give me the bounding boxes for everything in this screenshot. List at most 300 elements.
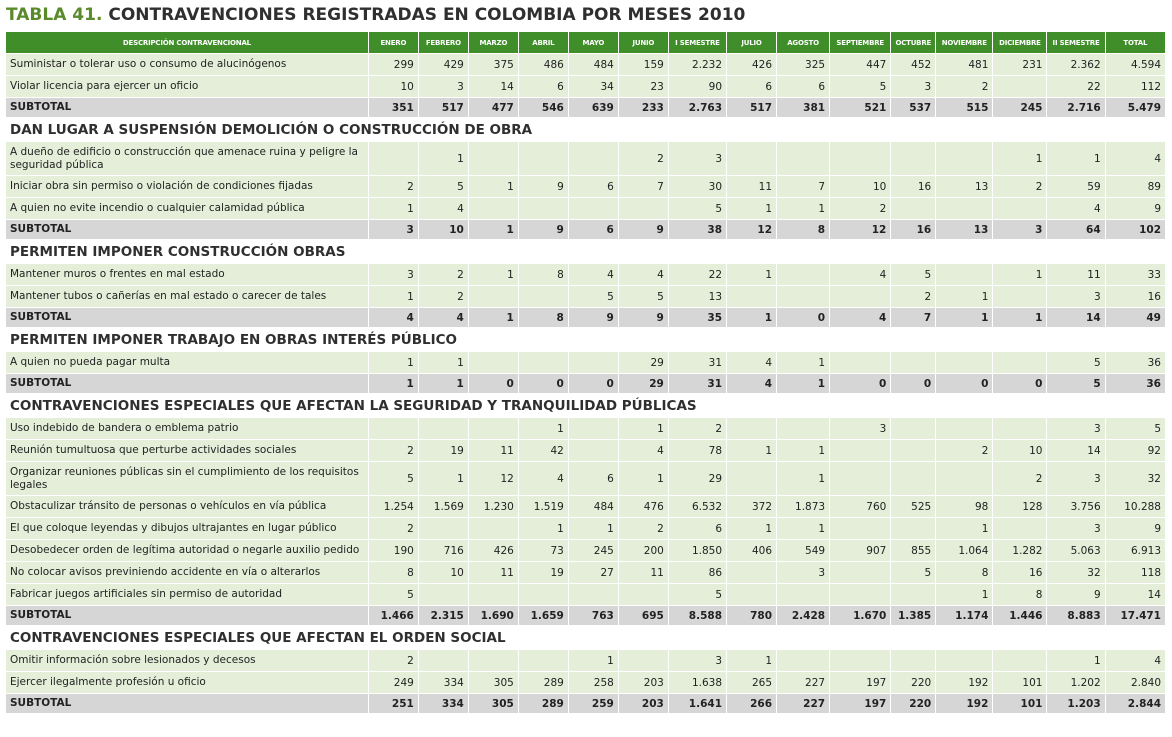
cell-value: 3 [1047, 286, 1105, 308]
cell-value: 227 [777, 672, 830, 694]
cell-value [830, 352, 891, 374]
section-title: CONTRAVENCIONES ESPECIALES QUE AFECTAN LA SEGURIDAD Y TRANQUILIDAD PÚBLICAS [6, 394, 1166, 418]
cell-value: 8 [518, 264, 568, 286]
cell-value [830, 650, 891, 672]
cell-value: 1 [727, 198, 777, 220]
cell-value: 1 [618, 462, 668, 496]
row-description: A quien no pueda pagar multa [6, 352, 368, 374]
table-number: TABLA 41. [6, 5, 103, 25]
cell-value: 334 [418, 672, 468, 694]
cell-value: 29 [618, 374, 668, 394]
cell-value: 426 [727, 54, 777, 76]
cell-value: 486 [518, 54, 568, 76]
column-header: JUNIO [618, 32, 668, 54]
cell-value [568, 198, 618, 220]
cell-value: 5 [568, 286, 618, 308]
cell-value: 525 [891, 496, 936, 518]
cell-value [418, 650, 468, 672]
cell-value: 426 [468, 540, 518, 562]
cell-value: 1 [568, 518, 618, 540]
cell-value: 16 [891, 220, 936, 240]
row-description: SUBTOTAL [6, 606, 368, 626]
cell-value: 1.202 [1047, 672, 1105, 694]
table-row [6, 198, 1166, 220]
cell-value: 3 [830, 418, 891, 440]
cell-value: 1.254 [368, 496, 418, 518]
table-row [6, 540, 1166, 562]
cell-value: 13 [936, 176, 993, 198]
cell-value: 2 [993, 462, 1047, 496]
cell-value: 481 [936, 54, 993, 76]
cell-value: 7 [777, 176, 830, 198]
cell-value: 907 [830, 540, 891, 562]
table-row [6, 462, 1166, 496]
cell-value [518, 584, 568, 606]
table-title: CONTRAVENCIONES REGISTRADAS EN COLOMBIA POR MESES 2010 [108, 5, 746, 25]
cell-value: 101 [993, 694, 1047, 714]
cell-value: 2 [368, 176, 418, 198]
cell-value: 517 [727, 98, 777, 118]
cell-value: 14 [1105, 584, 1165, 606]
cell-value [777, 650, 830, 672]
cell-value: 1 [568, 650, 618, 672]
cell-value: 1 [727, 650, 777, 672]
cell-value: 1 [727, 440, 777, 462]
cell-value: 1.466 [368, 606, 418, 626]
cell-value: 10 [993, 440, 1047, 462]
row-description: SUBTOTAL [6, 694, 368, 714]
cell-value: 780 [727, 606, 777, 626]
cell-value: 4 [727, 374, 777, 394]
row-description: SUBTOTAL [6, 374, 368, 394]
cell-value [936, 142, 993, 176]
cell-value: 1 [936, 584, 993, 606]
cell-value: 1.203 [1047, 694, 1105, 714]
cell-value [777, 286, 830, 308]
cell-value: 4 [618, 440, 668, 462]
cell-value [830, 142, 891, 176]
cell-value: 375 [468, 54, 518, 76]
cell-value: 16 [891, 176, 936, 198]
cell-value [830, 562, 891, 584]
cell-value: 35 [668, 308, 726, 328]
cell-value: 128 [993, 496, 1047, 518]
cell-value: 3 [1047, 418, 1105, 440]
cell-value: 36 [1105, 374, 1165, 394]
cell-value: 220 [891, 672, 936, 694]
cell-value: 5 [830, 76, 891, 98]
section-header-row [6, 328, 1166, 352]
cell-value: 2 [993, 176, 1047, 198]
cell-value: 1 [468, 308, 518, 328]
cell-value: 1 [418, 142, 468, 176]
cell-value: 8 [993, 584, 1047, 606]
cell-value: 289 [518, 694, 568, 714]
section-title: PERMITEN IMPONER CONSTRUCCIÓN OBRAS [6, 240, 1166, 264]
cell-value: 1 [418, 462, 468, 496]
cell-value [993, 76, 1047, 98]
cell-value: 13 [668, 286, 726, 308]
cell-value: 233 [618, 98, 668, 118]
cell-value: 102 [1105, 220, 1165, 240]
cell-value: 1.641 [668, 694, 726, 714]
cell-value [891, 440, 936, 462]
cell-value: 9 [1105, 198, 1165, 220]
cell-value: 10 [418, 220, 468, 240]
cell-value: 1.850 [668, 540, 726, 562]
cell-value: 3 [668, 650, 726, 672]
cell-value: 9 [568, 308, 618, 328]
cell-value: 6 [568, 220, 618, 240]
row-description: Obstaculizar tránsito de personas o vehículos en vía pública [6, 496, 368, 518]
cell-value: 3 [368, 220, 418, 240]
cell-value: 1.690 [468, 606, 518, 626]
cell-value: 2 [936, 440, 993, 462]
cell-value: 11 [468, 440, 518, 462]
cell-value [891, 352, 936, 374]
cell-value: 2.840 [1105, 672, 1165, 694]
cell-value: 2 [618, 518, 668, 540]
cell-value: 1 [936, 286, 993, 308]
cell-value: 5 [368, 584, 418, 606]
cell-value: 452 [891, 54, 936, 76]
cell-value: 6 [668, 518, 726, 540]
cell-value [993, 352, 1047, 374]
cell-value: 5 [618, 286, 668, 308]
cell-value [518, 352, 568, 374]
cell-value: 1 [468, 264, 518, 286]
cell-value: 1 [936, 308, 993, 328]
cell-value: 4 [418, 308, 468, 328]
cell-value: 101 [993, 672, 1047, 694]
cell-value [891, 650, 936, 672]
cell-value: 517 [418, 98, 468, 118]
cell-value: 1.659 [518, 606, 568, 626]
cell-value: 11 [1047, 264, 1105, 286]
section-title: CONTRAVENCIONES ESPECIALES QUE AFECTAN EL ORDEN SOCIAL [6, 626, 1166, 650]
cell-value: 6.532 [668, 496, 726, 518]
row-description: Fabricar juegos artificiales sin permiso de autoridad [6, 584, 368, 606]
cell-value: 1 [727, 264, 777, 286]
row-description: Ejercer ilegalmente profesión u oficio [6, 672, 368, 694]
cell-value: 10.288 [1105, 496, 1165, 518]
cell-value [418, 418, 468, 440]
cell-value: 1 [1047, 650, 1105, 672]
cell-value [468, 352, 518, 374]
cell-value: 351 [368, 98, 418, 118]
table-row [6, 176, 1166, 198]
cell-value: 22 [1047, 76, 1105, 98]
cell-value: 3 [1047, 462, 1105, 496]
cell-value: 78 [668, 440, 726, 462]
cell-value: 159 [618, 54, 668, 76]
cell-value: 1.282 [993, 540, 1047, 562]
cell-value: 27 [568, 562, 618, 584]
cell-value [568, 352, 618, 374]
cell-value: 34 [568, 76, 618, 98]
cell-value: 89 [1105, 176, 1165, 198]
table-row [6, 352, 1166, 374]
cell-value: 1 [618, 418, 668, 440]
row-description: SUBTOTAL [6, 98, 368, 118]
cell-value [993, 518, 1047, 540]
cell-value [891, 418, 936, 440]
subtotal-row [6, 308, 1166, 328]
section-header-row [6, 240, 1166, 264]
cell-value: 855 [891, 540, 936, 562]
cell-value: 1 [518, 518, 568, 540]
cell-value: 325 [777, 54, 830, 76]
table-row [6, 440, 1166, 462]
cell-value: 2 [368, 650, 418, 672]
cell-value [518, 142, 568, 176]
cell-value: 289 [518, 672, 568, 694]
cell-value: 200 [618, 540, 668, 562]
cell-value: 231 [993, 54, 1047, 76]
cell-value [618, 198, 668, 220]
column-header: I SEMESTRE [668, 32, 726, 54]
cell-value: 1.174 [936, 606, 993, 626]
row-description: Omitir información sobre lesionados y decesos [6, 650, 368, 672]
cell-value: 763 [568, 606, 618, 626]
cell-value: 265 [727, 672, 777, 694]
cell-value: 32 [1047, 562, 1105, 584]
cell-value: 59 [1047, 176, 1105, 198]
cell-value: 22 [668, 264, 726, 286]
cell-value: 1.569 [418, 496, 468, 518]
cell-value: 73 [518, 540, 568, 562]
cell-value [468, 650, 518, 672]
cell-value: 6 [777, 76, 830, 98]
cell-value [891, 584, 936, 606]
cell-value: 4 [1105, 650, 1165, 672]
cell-value [830, 462, 891, 496]
cell-value [727, 286, 777, 308]
cell-value: 447 [830, 54, 891, 76]
cell-value: 13 [936, 220, 993, 240]
subtotal-row [6, 220, 1166, 240]
cell-value: 112 [1105, 76, 1165, 98]
table-row [6, 286, 1166, 308]
cell-value: 2.716 [1047, 98, 1105, 118]
cell-value: 1 [368, 352, 418, 374]
cell-value: 477 [468, 98, 518, 118]
cell-value [468, 584, 518, 606]
cell-value: 14 [468, 76, 518, 98]
cell-value: 10 [418, 562, 468, 584]
cell-value: 29 [618, 352, 668, 374]
cell-value: 5 [891, 264, 936, 286]
cell-value: 1 [418, 374, 468, 394]
row-description: SUBTOTAL [6, 308, 368, 328]
cell-value: 2 [418, 264, 468, 286]
cell-value: 33 [1105, 264, 1165, 286]
cell-value [936, 352, 993, 374]
cell-value: 0 [518, 374, 568, 394]
cell-value: 4 [830, 264, 891, 286]
cell-value [777, 584, 830, 606]
cell-value [891, 198, 936, 220]
cell-value: 2 [668, 418, 726, 440]
cell-value [468, 518, 518, 540]
cell-value: 5 [418, 176, 468, 198]
cell-value: 546 [518, 98, 568, 118]
cell-value: 9 [1047, 584, 1105, 606]
cell-value: 12 [468, 462, 518, 496]
row-description: El que coloque leyendas y dibujos ultrajantes en lugar público [6, 518, 368, 540]
cell-value [568, 440, 618, 462]
cell-value: 6.913 [1105, 540, 1165, 562]
cell-value: 2.315 [418, 606, 468, 626]
cell-value: 305 [468, 672, 518, 694]
cell-value [727, 562, 777, 584]
cell-value: 2.428 [777, 606, 830, 626]
cell-value: 251 [368, 694, 418, 714]
cell-value: 23 [618, 76, 668, 98]
cell-value: 484 [568, 496, 618, 518]
cell-value: 1.519 [518, 496, 568, 518]
cell-value: 4 [830, 308, 891, 328]
cell-value: 3 [891, 76, 936, 98]
cell-value [777, 142, 830, 176]
column-header: MARZO [468, 32, 518, 54]
column-header: NOVIEMBRE [936, 32, 993, 54]
cell-value: 305 [468, 694, 518, 714]
table-row [6, 562, 1166, 584]
cell-value: 36 [1105, 352, 1165, 374]
row-description: SUBTOTAL [6, 220, 368, 240]
section-header-row [6, 626, 1166, 650]
section-header-row [6, 118, 1166, 142]
cell-value: 38 [668, 220, 726, 240]
cell-value: 5.063 [1047, 540, 1105, 562]
cell-value: 10 [368, 76, 418, 98]
cell-value: 266 [727, 694, 777, 714]
row-description: Iniciar obra sin permiso o violación de condiciones fijadas [6, 176, 368, 198]
cell-value [468, 286, 518, 308]
cell-value [518, 650, 568, 672]
cell-value: 192 [936, 694, 993, 714]
cell-value: 5 [668, 198, 726, 220]
cell-value: 515 [936, 98, 993, 118]
cell-value: 1 [368, 374, 418, 394]
cell-value: 2 [830, 198, 891, 220]
cell-value: 203 [618, 672, 668, 694]
cell-value: 16 [993, 562, 1047, 584]
table-row [6, 142, 1166, 176]
section-header-row [6, 394, 1166, 418]
cell-value: 16 [1105, 286, 1165, 308]
cell-value [936, 264, 993, 286]
cell-value: 9 [518, 220, 568, 240]
cell-value: 203 [618, 694, 668, 714]
cell-value: 1 [777, 440, 830, 462]
cell-value [518, 198, 568, 220]
table-header-row [6, 32, 1166, 54]
cell-value: 372 [727, 496, 777, 518]
row-description: Suministar o tolerar uso o consumo de alucinógenos [6, 54, 368, 76]
cell-value: 2 [891, 286, 936, 308]
column-header: ABRIL [518, 32, 568, 54]
cell-value: 2.844 [1105, 694, 1165, 714]
cell-value: 1.385 [891, 606, 936, 626]
cell-value: 4 [568, 264, 618, 286]
cell-value: 12 [727, 220, 777, 240]
cell-value: 1 [993, 308, 1047, 328]
cell-value: 10 [830, 176, 891, 198]
cell-value: 716 [418, 540, 468, 562]
cell-value: 29 [668, 462, 726, 496]
cell-value: 1.064 [936, 540, 993, 562]
table-row [6, 264, 1166, 286]
cell-value: 11 [618, 562, 668, 584]
cell-value: 197 [830, 672, 891, 694]
cell-value [618, 650, 668, 672]
cell-value: 5 [1105, 418, 1165, 440]
cell-value: 549 [777, 540, 830, 562]
cell-value [891, 142, 936, 176]
cell-value: 3 [993, 220, 1047, 240]
cell-value: 8.883 [1047, 606, 1105, 626]
column-header: DICIEMBRE [993, 32, 1047, 54]
cell-value: 4 [518, 462, 568, 496]
cell-value [993, 198, 1047, 220]
cell-value: 1 [936, 518, 993, 540]
cell-value [777, 418, 830, 440]
cell-value: 2.763 [668, 98, 726, 118]
cell-value [993, 418, 1047, 440]
cell-value: 8 [368, 562, 418, 584]
cell-value: 4 [1047, 198, 1105, 220]
cell-value: 476 [618, 496, 668, 518]
subtotal-row [6, 374, 1166, 394]
cell-value: 695 [618, 606, 668, 626]
cell-value [568, 142, 618, 176]
cell-value: 537 [891, 98, 936, 118]
page-title [6, 3, 1166, 32]
cell-value: 8 [936, 562, 993, 584]
column-header: II SEMESTRE [1047, 32, 1105, 54]
cell-value: 258 [568, 672, 618, 694]
cell-value: 49 [1105, 308, 1165, 328]
cell-value: 521 [830, 98, 891, 118]
cell-value: 14 [1047, 440, 1105, 462]
table-row [6, 650, 1166, 672]
cell-value: 9 [618, 220, 668, 240]
row-description: Reunión tumultuosa que perturbe actividades sociales [6, 440, 368, 462]
cell-value [727, 584, 777, 606]
cell-value: 484 [568, 54, 618, 76]
cell-value: 1 [368, 198, 418, 220]
cell-value [891, 518, 936, 540]
cell-value: 1 [993, 264, 1047, 286]
cell-value: 0 [830, 374, 891, 394]
cell-value: 1 [727, 518, 777, 540]
cell-value: 3.756 [1047, 496, 1105, 518]
column-header: FEBRERO [418, 32, 468, 54]
subtotal-row [6, 98, 1166, 118]
cell-value [368, 142, 418, 176]
cell-value [777, 264, 830, 286]
cell-value: 245 [993, 98, 1047, 118]
table-row [6, 418, 1166, 440]
row-description: Uso indebido de bandera o emblema patrio [6, 418, 368, 440]
column-header: JULIO [727, 32, 777, 54]
cell-value: 197 [830, 694, 891, 714]
column-header: DESCRIPCIÓN CONTRAVENCIONAL [6, 32, 368, 54]
cell-value: 12 [830, 220, 891, 240]
cell-value: 1.638 [668, 672, 726, 694]
